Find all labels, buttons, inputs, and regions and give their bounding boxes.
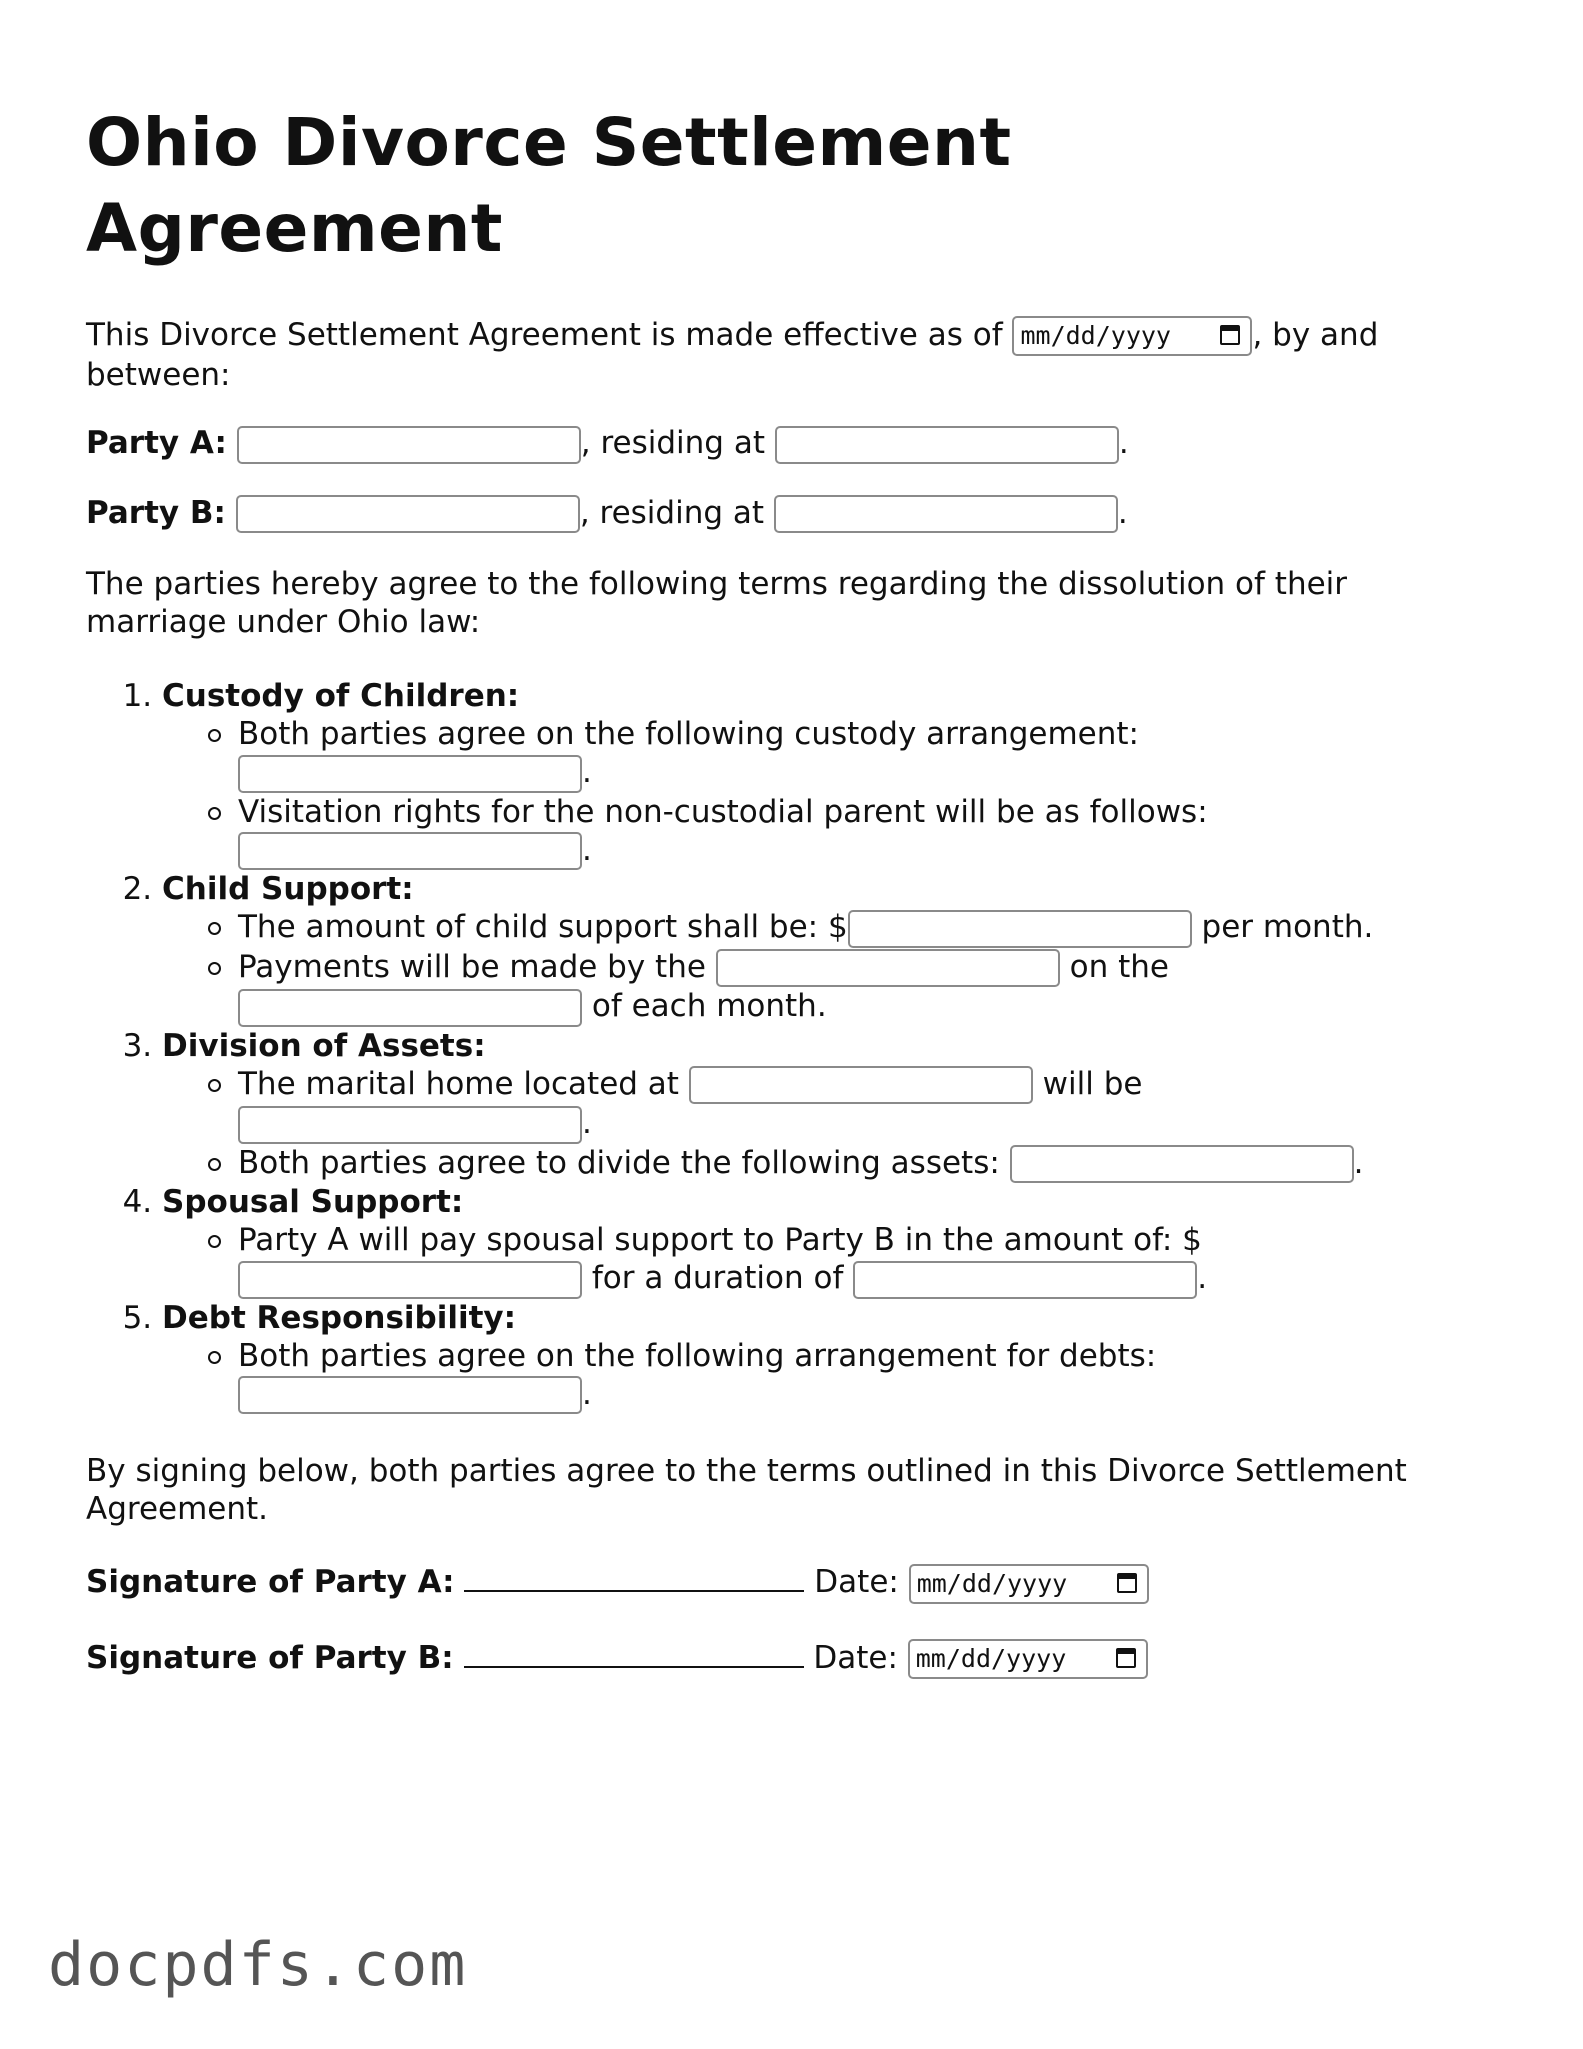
spousal-support-amount-input[interactable] (238, 1261, 582, 1299)
document-title: Ohio Divorce Settlement Agreement (86, 104, 1012, 267)
signature-a-field[interactable] (464, 1560, 804, 1592)
signature-b-date-input[interactable]: mm/dd/yyyy (908, 1639, 1148, 1679)
signature-a-line: Signature of Party A: Date: mm/dd/yyyy (86, 1560, 1426, 1604)
list-item: The amount of child support shall be: $ per month. (238, 908, 1426, 948)
list-item: Party A will pay spousal support to Party B in the amount of: $ for a duration of . (238, 1221, 1426, 1299)
list-item: Payments will be made by the on the of each month. (238, 948, 1426, 1027)
term-spousal-support: 4. Spousal Support: Party A will pay spousal support to Party B in the amount of: $ for a duration of . (162, 1183, 1426, 1299)
list-item: Both parties agree on the following arrangement for debts: . (238, 1337, 1426, 1415)
list-item: Visitation rights for the non-custodial parent will be as follows: . (238, 793, 1426, 871)
terms-intro: The parties hereby agree to the following terms regarding the dissolution of their marriage under Ohio law: (86, 566, 1348, 641)
visitation-rights-input[interactable] (238, 832, 582, 870)
party-a-address-input[interactable] (775, 426, 1119, 464)
list-item: Both parties agree on the following custody arrangement: . (238, 715, 1426, 793)
list-item: The marital home located at will be . (238, 1065, 1426, 1144)
effective-date-input[interactable]: mm/dd/yyyy (1012, 316, 1252, 356)
term-debt: 5. Debt Responsibility: Both parties agree on the following arrangement for debts: . (162, 1299, 1426, 1415)
closing-paragraph: By signing below, both parties agree to the terms outlined in this Divorce Settlement Agreement. (86, 1453, 1407, 1528)
child-support-amount-input[interactable] (848, 910, 1192, 948)
term-child-support: 2. Child Support: The amount of child support shall be: $ per month. Payments will be made by the on the of each month. (162, 870, 1426, 1027)
marital-home-address-input[interactable] (689, 1066, 1033, 1104)
party-b-name-input[interactable] (236, 495, 580, 533)
intro-paragraph: This Divorce Settlement Agreement is made effective as of mm/dd/yyyy , by and between: (86, 316, 1379, 394)
party-a-line: Party A: , residing at . (86, 424, 1426, 464)
document (86, 100, 1426, 1679)
list-item: Both parties agree to divide the following assets: . (238, 1144, 1426, 1184)
calendar-icon[interactable] (1220, 325, 1240, 345)
payment-day-input[interactable] (238, 989, 582, 1027)
term-assets: 3. Division of Assets: The marital home located at will be . Both parties agree to divide the following assets: . (162, 1027, 1426, 1184)
party-b-address-input[interactable] (774, 495, 1118, 533)
term-custody: 1. Custody of Children: Both parties agree on the following custody arrangement: . Visitation rights for the non-custodial parent will be as follows: . (162, 677, 1426, 870)
terms-list (86, 677, 1426, 1414)
party-b-label: Party B: (86, 494, 226, 531)
signature-a-date-input[interactable]: mm/dd/yyyy (909, 1564, 1149, 1604)
party-b-line: Party B: , residing at . (86, 494, 1426, 534)
debt-arrangement-input[interactable] (238, 1376, 582, 1414)
party-a-name-input[interactable] (237, 426, 581, 464)
signature-b-line: Signature of Party B: Date: mm/dd/yyyy (86, 1636, 1426, 1680)
party-a-label: Party A: (86, 425, 227, 462)
spousal-support-duration-input[interactable] (853, 1261, 1197, 1299)
marital-home-disposition-input[interactable] (238, 1106, 582, 1144)
payment-payer-input[interactable] (716, 949, 1060, 987)
signature-b-field[interactable] (464, 1636, 804, 1668)
calendar-icon[interactable] (1116, 1648, 1136, 1668)
watermark: docpdfs.com (48, 1930, 468, 2000)
signature-b-label: Signature of Party B: (86, 1639, 454, 1676)
custody-arrangement-input[interactable] (238, 755, 582, 793)
assets-division-input[interactable] (1010, 1145, 1354, 1183)
signature-a-label: Signature of Party A: (86, 1564, 455, 1601)
calendar-icon[interactable] (1117, 1573, 1137, 1593)
